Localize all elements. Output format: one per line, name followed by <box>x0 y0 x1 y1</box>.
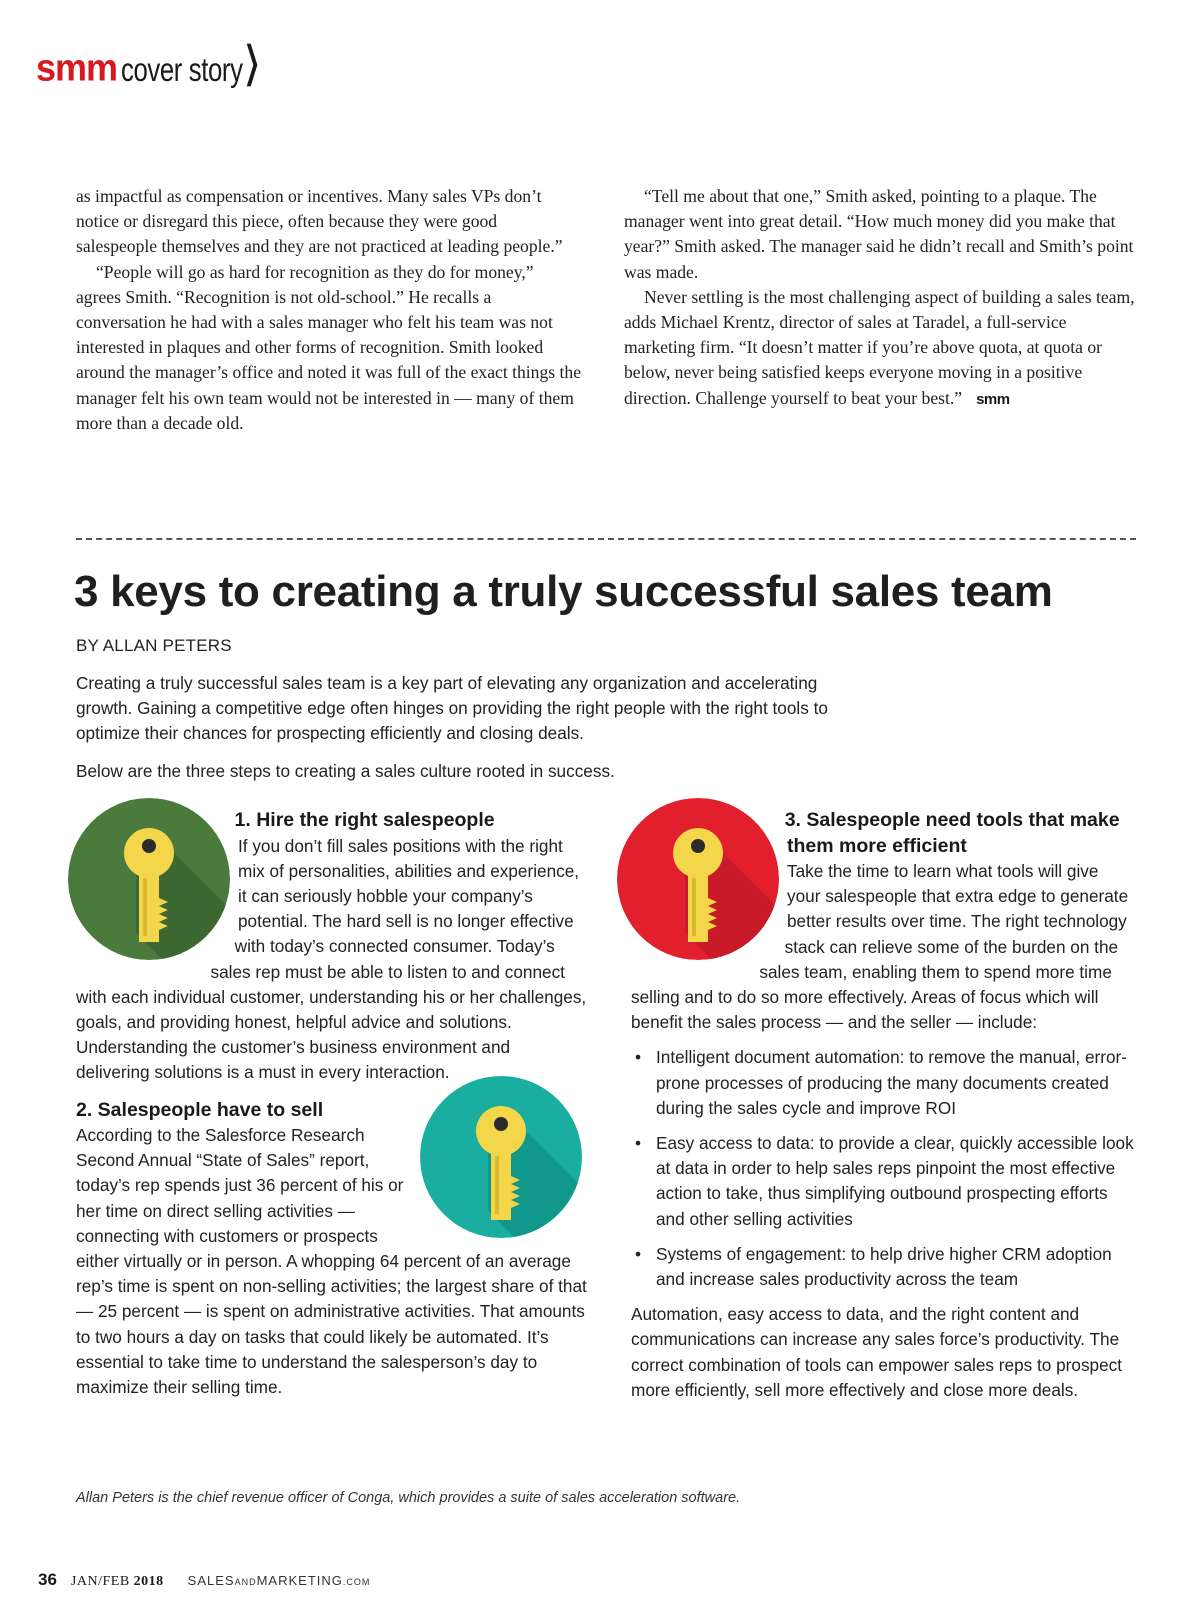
issue-date <box>71 1574 164 1590</box>
list-item: • Intelligent document automation: to remove the manual, error-prone processes of producing the many documents created during the sales cycle and improve ROI <box>631 1045 1136 1121</box>
intro-paragraph: Below are the three steps to creating a sales culture rooted in success. <box>76 760 615 781</box>
paragraph: as impactful as compensation or incentives. Many sales VPs don’t notice or disregard this piece, often because they were good salespeople themselves and they are not practiced at leading people.” <box>76 186 563 257</box>
key3-heading: 3. Salespeople need tools that make them more efficient <box>784 809 1120 857</box>
key2-heading-text: 2. Salespeople have to sell <box>76 1098 324 1121</box>
paragraph: “Tell me about that one,” Smith asked, pointing to a plaque. The manager went into great detail. “How much money did you make that year?” Smith asked. The manager said he didn’t recall and Smith’s point was made. <box>624 186 1134 282</box>
section-name: cover story <box>121 51 243 88</box>
issue-year: 2018 <box>133 1574 164 1589</box>
key2-heading <box>76 1098 588 1124</box>
key-icon-red <box>617 798 779 960</box>
author-bio: Allan Peters is the chief revenue officer of Conga, which provides a suite of sales acceleration software. <box>76 1490 741 1506</box>
key-icon-teal <box>420 1076 582 1238</box>
issue-month: JAN/FEB <box>70 1574 130 1589</box>
key-icon-green <box>68 798 230 960</box>
site-name <box>188 1573 371 1588</box>
paragraph-last <box>624 285 1136 412</box>
key2-text: According to the Salesforce Research Second Annual “State of Sales” report, today’s rep spends just 36 percent of his or her time on direct selling activities — connecting with customers or prospects either virtually or in person. A whopping 64 percent of an average rep’s time is spent on non-selling activities; the largest share of that — 25 percent — is spent on administrative activities. That amounts to two hours a day on tasks that could likely be automated. It’s essential to take time to understand the salesperson’s day to maximize their selling time. <box>76 1125 587 1398</box>
list-item: • Systems of engagement: to help drive higher CRM adoption and increase sales productivity across the team <box>631 1242 1136 1292</box>
key3-text: Take the time to learn what tools will give your salespeople that extra edge to generate better results over time. The right technology stack can relieve some of the burden on the sales team, enabling them to spend more time selling and to do so more effectively. Areas of focus which will benefit the sales process — and the seller — include: <box>631 861 1129 1033</box>
site-part: SALES <box>187 1573 235 1588</box>
list-item: • Easy access to data: to provide a clear, quickly accessible look at data in order to help sales reps pinpoint the most effective action to take, thus simplifying outbound prospecting efforts and other selling activities <box>631 1131 1136 1232</box>
key3-bullet-list <box>631 1045 1136 1292</box>
intro-paragraph: Creating a truly successful sales team is a key part of elevating any organization and accelerating growth. Gaining a competitive edge often hinges on providing the right people with the right tools to optimize their chances for prospecting efficiently and closing deals. <box>76 673 828 744</box>
sidebar-title: 3 keys to creating a truly successful sales team <box>74 567 1053 616</box>
site-part: .COM <box>342 1577 371 1587</box>
page-footer <box>38 1570 370 1590</box>
intro <box>76 671 876 796</box>
key1-text: If you don’t fill sales positions with the right mix of personalities, abilities and experience, it can seriously hobble your company’s potential. The hard sell is no longer effective with today’s connected consumer. Today’s sales rep must be able to listen to and connect with each individual customer, understanding his or her challenges, goals, and providing honest, helpful advice and solutions. Understanding the customer’s business environment and delivering solutions is a must in every interaction. <box>76 835 587 1083</box>
chevron-right-icon: ⟩ <box>242 37 262 91</box>
dashed-divider <box>76 538 1136 540</box>
paragraph: “People will go as hard for recognition as they do for money,” agrees Smith. “Recognition is not old-school.” He recalls a conversation he had with a sales manager who felt his team was not interested in plaques and other forms of recognition. Smith looked around the manager’s office and noted it was full of the exact things the manager felt his own team would not be interested in — many of them more than a decade old. <box>76 261 582 433</box>
article-column-right <box>624 184 1136 412</box>
article-column-left <box>76 184 581 436</box>
section-header <box>36 36 262 91</box>
key1-heading: 1. Hire the right salespeople <box>234 809 495 831</box>
site-part: AND <box>234 1577 257 1587</box>
site-part: MARKETING <box>256 1573 343 1588</box>
smm-logo: smm <box>36 45 118 89</box>
end-mark-logo: smm <box>976 390 1010 408</box>
key3-closing: Automation, easy access to data, and the right content and communications can increase any sales force’s productivity. The correct combination of tools can empower sales reps to prospect more efficiently, sell more effectively and close more deals. <box>631 1304 1123 1400</box>
keys-column-right <box>631 808 1136 1403</box>
paragraph-text: Never settling is the most challenging aspect of building a sales team, adds Michael Krentz, director of sales at Taradel, a full-service marketing firm. “It doesn’t matter if you’re above quota, at quota or below, never being satisfied keeps everyone moving in a positive direction. Challenge yourself to beat your best.” <box>624 286 1135 408</box>
byline: BY ALLAN PETERS <box>76 636 232 655</box>
page-number: 36 <box>38 1570 57 1589</box>
keys-column-left <box>76 808 588 1400</box>
